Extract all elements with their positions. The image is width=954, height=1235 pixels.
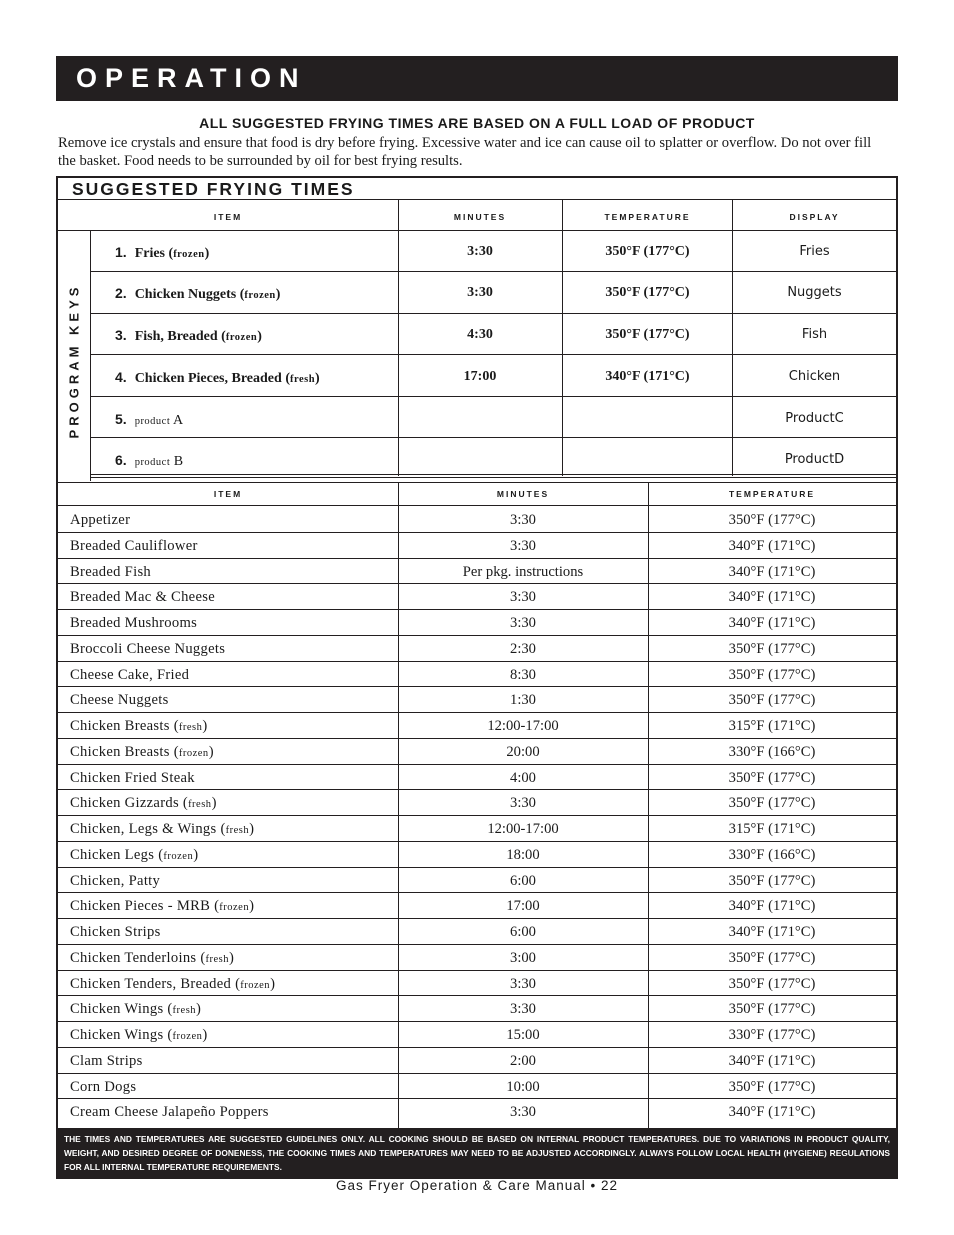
program-key-temperature: 350°F (177°C) — [605, 285, 690, 300]
row-divider — [91, 354, 896, 355]
row-minutes: 3:30 — [510, 615, 536, 631]
row-item: Cheese Cake, Fried — [70, 666, 190, 683]
row-minutes: 12:00-17:00 — [487, 718, 559, 734]
table-row — [58, 868, 896, 894]
row-temperature: 340°F (171°C) — [728, 589, 816, 606]
row-temperature: 340°F (171°C) — [728, 615, 816, 631]
row-item: Clam Strips — [70, 1052, 143, 1069]
program-key-minutes: 3:30 — [467, 285, 493, 300]
row-item: Cream Cheese Jalapeño Poppers — [70, 1104, 269, 1121]
row-temperature: 315°F (171°C) — [728, 718, 816, 734]
row-minutes: 12:00-17:00 — [487, 821, 559, 837]
program-key-display: Nuggets — [787, 285, 842, 300]
header-divider — [732, 200, 733, 231]
row-temperature: 330°F (177°C) — [728, 1027, 816, 1043]
row-temperature: 350°F (177°C) — [728, 640, 816, 657]
table-row — [58, 1099, 896, 1125]
row-item: Breaded Mac & Cheese — [70, 589, 215, 606]
row-divider — [91, 271, 896, 272]
row-minutes: 3:00 — [510, 949, 536, 966]
program-keys-label-cell — [58, 231, 91, 481]
table-row — [58, 533, 896, 559]
program-key-item: 5. product A — [115, 411, 184, 428]
subheading: ALL SUGGESTED FRYING TIMES ARE BASED ON A FULL LOAD OF PRODUCT — [199, 115, 755, 131]
program-key-minutes: 3:30 — [467, 244, 493, 259]
table-row — [58, 636, 896, 662]
table-row — [58, 687, 896, 713]
row-item: Chicken Legs (frozen) — [70, 846, 199, 863]
table-row — [58, 996, 896, 1022]
row-minutes: 2:00 — [510, 1052, 536, 1069]
table-title: SUGGESTED FRYING TIMES — [72, 179, 355, 199]
table-row — [58, 945, 896, 971]
table-row — [58, 507, 896, 533]
row-item: Chicken Tenderloins (fresh) — [70, 949, 235, 966]
frying-times-table — [56, 176, 898, 1179]
row-temperature: 350°F (177°C) — [728, 769, 816, 786]
table-row — [58, 790, 896, 816]
row-minutes: 17:00 — [506, 898, 540, 915]
table-row — [58, 816, 896, 842]
row-minutes: 3:30 — [510, 512, 536, 528]
program-key-temperature: 350°F (177°C) — [605, 327, 690, 342]
row-minutes: 3:30 — [510, 589, 536, 606]
row-minutes: 3:30 — [510, 795, 536, 812]
row-temperature: 350°F (177°C) — [728, 872, 816, 889]
row-item: Chicken, Legs & Wings (fresh) — [70, 821, 255, 837]
program-key-item: 2. Chicken Nuggets (frozen) — [115, 285, 281, 302]
row-temperature: 350°F (177°C) — [728, 666, 816, 683]
row-temperature: 350°F (177°C) — [728, 692, 816, 709]
row-item: Breaded Mushrooms — [70, 615, 198, 631]
row-item: Breaded Fish — [70, 563, 152, 580]
row-temperature: 340°F (171°C) — [728, 537, 816, 554]
section-separator — [91, 474, 896, 478]
section-title: OPERATION — [76, 63, 307, 93]
table-row — [58, 713, 896, 739]
list-header — [58, 482, 896, 506]
table-title-bar — [58, 178, 896, 200]
table-row — [58, 919, 896, 945]
row-temperature: 330°F (166°C) — [728, 846, 816, 863]
page-footer: Gas Fryer Operation & Care Manual • 22 — [335, 1178, 619, 1193]
program-key-temperature: 350°F (177°C) — [605, 244, 690, 259]
row-temperature: 350°F (177°C) — [728, 975, 816, 992]
program-key-minutes: 17:00 — [463, 369, 497, 384]
table-row — [58, 559, 896, 585]
program-key-item: 1. Fries (frozen) — [115, 244, 210, 261]
row-item: Chicken Strips — [70, 924, 161, 940]
program-key-minutes: 4:30 — [467, 327, 493, 342]
row-temperature: 340°F (171°C) — [728, 1052, 816, 1069]
row-minutes: 1:30 — [510, 692, 536, 709]
header-item: ITEM — [213, 212, 243, 222]
row-item: Chicken Gizzards (fresh) — [70, 795, 217, 812]
row-temperature: 350°F (177°C) — [728, 1001, 816, 1018]
row-item: Chicken Breasts (frozen) — [70, 743, 214, 760]
program-key-display: ProductD — [784, 452, 845, 467]
row-temperature: 340°F (171°C) — [728, 563, 816, 580]
row-temperature: 350°F (177°C) — [728, 949, 816, 966]
row-item: Corn Dogs — [70, 1078, 137, 1095]
table-row — [58, 739, 896, 765]
program-key-temperature: 340°F (171°C) — [605, 369, 690, 384]
row-divider — [91, 313, 896, 314]
row-minutes: 3:30 — [510, 1104, 536, 1121]
row-minutes: 15:00 — [506, 1027, 540, 1043]
header-divider — [562, 200, 563, 231]
table-row — [58, 1074, 896, 1100]
row-item: Chicken Breasts (fresh) — [70, 718, 208, 734]
table-row — [58, 842, 896, 868]
row-temperature: 350°F (177°C) — [728, 795, 816, 812]
table-row — [58, 584, 896, 610]
intro-paragraph: Remove ice crystals and ensure that food is dry before frying. Excessive water and ice can cause oil to splatter or overflow. Do not over fill the basket. Food needs to be surrounded by oil for best frying results. — [58, 135, 872, 169]
table-row — [58, 610, 896, 636]
row-divider — [91, 437, 896, 438]
row-item: Chicken Fried Steak — [70, 769, 195, 786]
guidelines-note: THE TIMES AND TEMPERATURES ARE SUGGESTED GUIDELINES ONLY. ALL COOKING SHOULD BE BASED ON INTERNAL PRODUCT TEMPERATURES. DUE TO VARIATIONS IN PRODUCT QUALITY, WEIGHT, AND DESIRED DEGREE OF DONENESS, THE COOKING TIMES AND TEMPERATURES MAY NEED TO BE ADJUSTED ACCORDINGLY. ALWAYS FOLLOW LOCAL HEALTH (HYGIENE) REGULATIONS FOR ALL INTERNAL TEMPERATURE REQUIREMENTS. — [58, 1128, 896, 1177]
row-temperature: 350°F (177°C) — [728, 1078, 816, 1095]
program-key-item: 3. Fish, Breaded (frozen) — [115, 327, 262, 344]
row-temperature: 340°F (171°C) — [728, 898, 816, 915]
program-key-display: Chicken — [788, 369, 841, 384]
row-minutes: 4:00 — [510, 769, 536, 786]
header-temperature: TEMPERATURE — [604, 212, 691, 222]
row-minutes: 2:30 — [510, 640, 536, 657]
row-item: Chicken Tenders, Breaded (frozen) — [70, 975, 276, 992]
row-minutes: 3:30 — [510, 975, 536, 992]
table-row — [58, 1022, 896, 1048]
header-minutes: MINUTES — [453, 212, 507, 222]
row-minutes: 18:00 — [506, 846, 540, 863]
row-item: Chicken Wings (frozen) — [70, 1027, 208, 1043]
program-key-display: ProductC — [785, 411, 844, 426]
row-item: Chicken Wings (fresh) — [70, 1001, 202, 1018]
program-key-item: 4. Chicken Pieces, Breaded (fresh) — [115, 369, 320, 386]
row-temperature: 315°F (171°C) — [728, 821, 816, 837]
table-row — [58, 765, 896, 791]
list-header-temperature: TEMPERATURE — [728, 489, 816, 499]
program-keys-label: PROGRAM KEYS — [66, 283, 82, 439]
list-header-item: ITEM — [213, 489, 243, 499]
table-row — [58, 662, 896, 688]
row-item: Breaded Cauliflower — [70, 537, 198, 554]
header-display: DISPLAY — [789, 212, 840, 222]
header-divider — [398, 200, 399, 231]
row-item: Cheese Nuggets — [70, 692, 169, 709]
row-item: Chicken Pieces - MRB (frozen) — [70, 898, 255, 915]
program-key-display: Fish — [801, 327, 828, 342]
row-item: Appetizer — [70, 512, 131, 528]
table-row — [58, 971, 896, 997]
row-divider — [91, 396, 896, 397]
row-item: Broccoli Cheese Nuggets — [70, 640, 226, 657]
table-row — [58, 1048, 896, 1074]
row-minutes: Per pkg. instructions — [462, 563, 584, 580]
program-key-item: 6. product B — [115, 452, 184, 469]
program-header — [58, 200, 896, 231]
row-minutes: 6:00 — [510, 872, 536, 889]
row-temperature: 350°F (177°C) — [728, 512, 816, 528]
row-minutes: 8:30 — [510, 666, 536, 683]
row-minutes: 10:00 — [506, 1078, 540, 1095]
row-minutes: 20:00 — [506, 743, 540, 760]
row-minutes: 3:30 — [510, 537, 536, 554]
row-item: Chicken, Patty — [70, 872, 161, 889]
table-row — [58, 893, 896, 919]
program-key-display: Fries — [799, 244, 830, 259]
row-temperature: 340°F (171°C) — [728, 1104, 816, 1121]
row-temperature: 330°F (166°C) — [728, 743, 816, 760]
row-minutes: 6:00 — [510, 924, 536, 940]
row-minutes: 3:30 — [510, 1001, 536, 1018]
list-header-minutes: MINUTES — [496, 489, 550, 499]
section-banner — [56, 56, 898, 101]
row-temperature: 340°F (171°C) — [728, 924, 816, 940]
